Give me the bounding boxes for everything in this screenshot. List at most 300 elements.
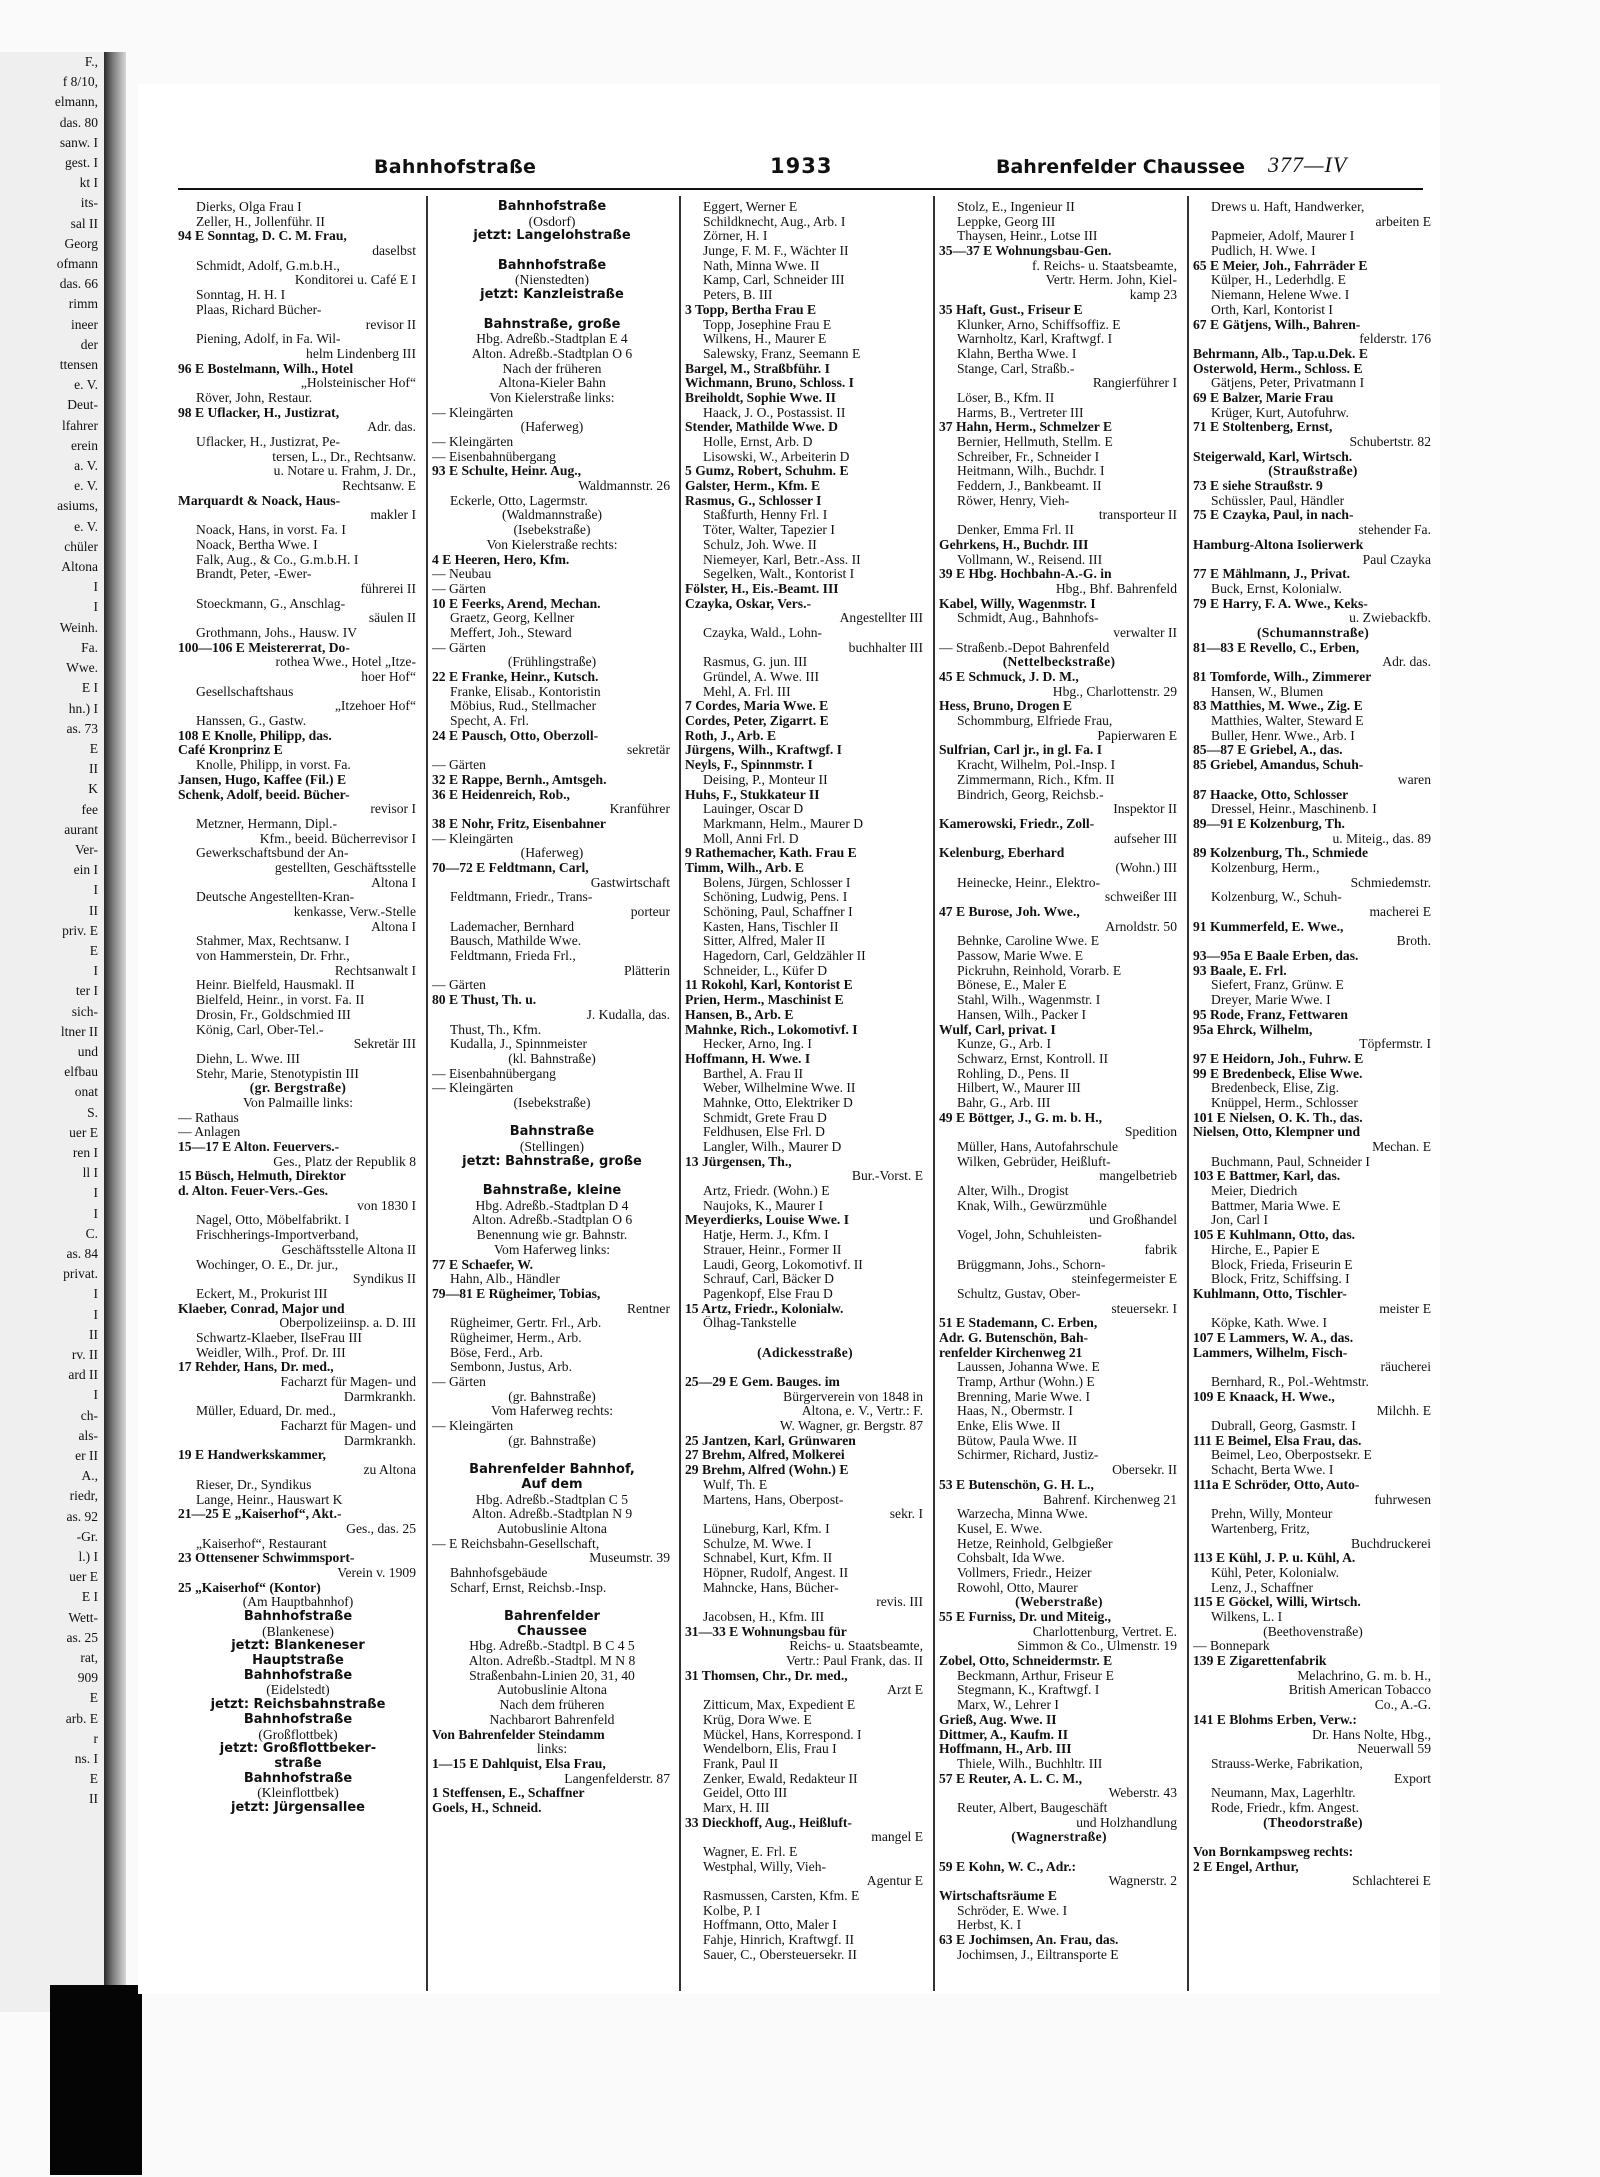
directory-entry: Uflacker, H., Justizrat, Pe-	[196, 435, 341, 449]
directory-entry: Schwarz, Ernst, Kontroll. II	[957, 1051, 1109, 1066]
directory-entry: (Am Hauptbahnhof)	[242, 1595, 354, 1610]
directory-entry	[432, 303, 672, 318]
directory-entry: 27 Brehm, Alfred, Molkerei	[685, 1448, 845, 1463]
directory-entry: Zenker, Ewald, Redakteur II	[703, 1771, 858, 1786]
directory-entry: Harms, B., Vertreter III	[957, 405, 1084, 420]
directory-entry: Rechtsanwalt I	[334, 963, 416, 978]
directory-entry: Schulz, Joh. Wwe. II	[703, 537, 817, 552]
directory-entry: porteur	[630, 905, 670, 919]
directory-entry: 75 E Czayka, Paul, in nach-	[1193, 508, 1354, 523]
directory-entry: Kelenburg, Eberhard	[939, 846, 1065, 861]
directory-entry: Pickruhn, Reinhold, Vorarb. E	[957, 963, 1122, 978]
directory-entry: Von Palmaille links:	[242, 1095, 353, 1110]
directory-entry: Goels, H., Schneid.	[432, 1800, 542, 1815]
directory-entry: „Holsteinischer Hof“	[300, 376, 416, 391]
directory-entry: Nachbarort Bahrenfeld	[489, 1712, 615, 1727]
directory-entry: Bolens, Jürgen, Schlosser I	[703, 875, 851, 890]
directory-entry: Wochinger, O. E., Dr. jur.,	[196, 1257, 339, 1272]
facing-page-line: I	[93, 963, 98, 979]
facing-page-line: Fa.	[81, 639, 98, 655]
directory-entry: 15 Büsch, Helmuth, Direktor	[178, 1169, 346, 1184]
directory-entry: Eggert, Werner E	[703, 200, 798, 214]
facing-page-line: chüler	[64, 538, 98, 554]
directory-entry: Czayka, Wald., Lohn-	[703, 625, 823, 640]
directory-entry: 109 E Knaack, H. Wwe.,	[1193, 1389, 1335, 1404]
directory-entry: und Großhandel	[1089, 1213, 1177, 1228]
directory-entry: und Holzhandlung	[1076, 1815, 1177, 1830]
page-header	[178, 148, 1423, 190]
directory-entry: (Adickesstraße)	[757, 1345, 853, 1360]
directory-entry: Nach der früheren	[502, 361, 602, 376]
directory-entry: Dierks, Olga Frau I	[196, 200, 302, 214]
directory-entry: Eckerle, Otto, Lagermstr.	[450, 493, 588, 508]
directory-entry: 57 E Reuter, A. L. C. M.,	[939, 1771, 1082, 1786]
directory-entry: Facharzt für Magen- und	[280, 1375, 416, 1389]
directory-entry: — Gärten	[432, 581, 486, 596]
directory-entry: Arnoldstr. 50	[1105, 919, 1177, 934]
directory-entry: Cohsbalt, Ida Wwe.	[957, 1551, 1065, 1566]
column-3	[685, 200, 925, 1963]
directory-entry: Bahnhofsgebäude	[450, 1565, 548, 1580]
directory-entry: 19 E Handwerkskammer,	[178, 1448, 326, 1463]
facing-page-line: riedr,	[69, 1488, 98, 1504]
directory-entry: (Isebekstraße)	[513, 1095, 591, 1110]
street-heading: Bahnstraße	[509, 1125, 595, 1140]
directory-entry: Altona I	[371, 875, 416, 890]
directory-entry: Schultz, Gustav, Ober-	[957, 1286, 1081, 1301]
directory-entry: Heitmann, Wilh., Buchdr. I	[957, 464, 1105, 479]
facing-page-line: E	[89, 1690, 98, 1706]
directory-entry	[1193, 1830, 1433, 1845]
directory-entry: aufseher III	[1113, 831, 1177, 846]
directory-entry: Lademacher, Bernhard	[450, 919, 574, 934]
directory-entry: Breiholdt, Sophie Wwe. II	[685, 390, 836, 405]
directory-entry: Knak, Wilh., Gewürzmühle	[957, 1198, 1107, 1213]
directory-entry: 49 E Böttger, J., G. m. b. H.,	[939, 1110, 1102, 1125]
facing-page-line: Wwe.	[66, 660, 98, 676]
directory-entry: Bredenbeck, Elise, Zig.	[1211, 1081, 1339, 1096]
directory-entry: mangelbetrieb	[1099, 1169, 1177, 1184]
directory-entry: Rügheimer, Herm., Arb.	[450, 1330, 582, 1345]
directory-entry: Dreyer, Marie Wwe. I	[1211, 993, 1331, 1008]
directory-entry: 100—106 E Meistererrat, Do-	[178, 640, 350, 655]
directory-entry: Schildknecht, Aug., Arb. I	[703, 214, 846, 229]
directory-entry: Stahmer, Max, Rechtsanw. I	[196, 934, 350, 949]
directory-entry: von Hammerstein, Dr. Frhr.,	[196, 949, 350, 964]
facing-page-line: e. V.	[74, 518, 98, 534]
directory-entry: Mückel, Hans, Korrespond. I	[703, 1727, 862, 1742]
directory-entry: Gastwirtschaft	[590, 875, 670, 890]
directory-entry: Oberpolizeiinsp. a. D. III	[279, 1316, 416, 1331]
directory-entry: Weberstr. 43	[1108, 1786, 1177, 1801]
directory-entry: Noack, Bertha Wwe. I	[196, 537, 318, 552]
directory-entry: Külper, H., Lederhdlg. E	[1211, 273, 1346, 288]
directory-entry: 32 E Rappe, Bernh., Amtsgeh.	[432, 772, 607, 787]
facing-page-line: r	[93, 1730, 98, 1746]
directory-entry: — E Reichsbahn-Gesellschaft,	[432, 1536, 600, 1551]
directory-entry: Prien, Herm., Maschinist E	[685, 993, 844, 1008]
street-heading: Chaussee	[517, 1624, 587, 1639]
directory-entry: 29 Brehm, Alfred (Wohn.) E	[685, 1463, 849, 1478]
directory-entry: Bargel, M., Straßbführ. I	[685, 361, 830, 376]
directory-entry: Schreiber, Fr., Schneider I	[957, 449, 1100, 464]
directory-entry: Kolbe, P. I	[703, 1903, 761, 1918]
scan-border-mark	[50, 1985, 142, 2175]
directory-entry: 89—91 E Kolzenburg, Th.	[1193, 816, 1345, 831]
directory-entry: Vertr. Herm. John, Kiel-	[1045, 273, 1177, 288]
directory-entry: Hansen, B., Arb. E	[685, 1007, 794, 1022]
directory-entry: 85—87 E Griebel, A., das.	[1193, 743, 1343, 758]
directory-entry: Kranführer	[609, 802, 670, 817]
directory-entry: — Eisenbahnübergang	[432, 1066, 556, 1081]
directory-entry: säulen II	[368, 611, 416, 626]
directory-entry: Bahrenf. Kirchenweg 21	[1043, 1492, 1177, 1507]
directory-entry: Fölster, H., Eis.-Beamt. III	[685, 581, 839, 596]
facing-page-line: ard II	[68, 1367, 98, 1383]
directory-entry: 25 „Kaiserhof“ (Kontor)	[178, 1580, 321, 1595]
directory-entry	[432, 1169, 672, 1184]
street-heading: jetzt: Kanzleistraße	[480, 288, 624, 303]
facing-page-line: Wett-	[68, 1609, 98, 1625]
directory-entry: Simmon & Co., Ulmenstr. 19	[1017, 1639, 1177, 1654]
column-4	[939, 200, 1179, 1963]
column-divider	[426, 196, 428, 1991]
directory-entry: Bernhard, R., Pol.-Wehtmstr.	[1211, 1375, 1369, 1389]
directory-entry: Hoffmann, Otto, Maler I	[703, 1918, 837, 1933]
directory-entry: räucherei	[1380, 1360, 1431, 1375]
directory-entry: Schmiedemstr.	[1350, 875, 1431, 890]
directory-entry: Agentur E	[866, 1874, 923, 1889]
directory-entry: 77 E Schaefer, W.	[432, 1257, 534, 1272]
directory-entry: Kolzenburg, Herm.,	[1211, 860, 1320, 875]
directory-entry: Klunker, Arno, Schiffsoffiz. E	[957, 317, 1121, 332]
directory-entry: Drews u. Haft, Handwerker,	[1211, 200, 1365, 214]
directory-entry: (Haferweg)	[520, 846, 584, 861]
directory-entry: Alton. Adreßb.-Stadtplan N 9	[471, 1507, 633, 1522]
directory-entry: Block, Fritz, Schiffsing. I	[1211, 1272, 1350, 1287]
facing-page-line: f 8/10,	[62, 74, 98, 90]
directory-entry: Autobuslinie Altona	[497, 1521, 607, 1536]
directory-entry: Niemeyer, Karl, Betr.-Ass. II	[703, 552, 861, 567]
directory-entry: links:	[536, 1742, 568, 1757]
directory-entry: Altona, e. V., Vertr.: F.	[801, 1404, 923, 1419]
directory-entry: 37 Hahn, Herm., Schmelzer E	[939, 420, 1113, 435]
directory-entry: Bürgerverein von 1848 in	[783, 1389, 923, 1404]
directory-entry: Beckmann, Arthur, Friseur E	[957, 1668, 1114, 1683]
directory-entry: — Anlagen	[178, 1125, 241, 1140]
facing-page-line: ttensen	[59, 357, 98, 373]
facing-page-line: kt I	[79, 175, 98, 191]
facing-page-line: privat.	[63, 1266, 98, 1282]
directory-entry: u. Miteig., das. 89	[1332, 831, 1431, 846]
facing-page-line: I	[93, 599, 98, 615]
directory-entry: Warzecha, Minna Wwe.	[957, 1507, 1088, 1522]
directory-entry: (Isebekstraße)	[513, 523, 591, 538]
directory-entry: Specht, A. Frl.	[450, 714, 529, 729]
directory-entry: Waldmannstr. 26	[578, 479, 670, 494]
street-heading: jetzt: Großflottbeker-	[219, 1742, 377, 1757]
directory-entry: Schirmer, Richard, Justiz-	[957, 1448, 1099, 1463]
directory-entry: Mahnke, Rich., Lokomotivf. I	[685, 1022, 858, 1037]
facing-page-line: gest. I	[65, 155, 98, 171]
directory-entry: Schöning, Paul, Schaffner I	[703, 905, 853, 919]
directory-entry: Frank, Paul II	[703, 1756, 779, 1771]
directory-entry: Rowohl, Otto, Maurer	[957, 1580, 1078, 1595]
directory-entry: Piening, Adolf, in Fa. Wil-	[196, 332, 341, 347]
directory-entry: 69 E Balzer, Marie Frau	[1193, 390, 1334, 405]
directory-entry: Martens, Hans, Oberpost-	[703, 1492, 844, 1507]
directory-entry: Altona I	[371, 919, 416, 934]
facing-page-line: E I	[81, 1589, 98, 1605]
header-right-street: Bahrenfelder Chaussee	[996, 156, 1245, 178]
directory-entry: Langler, Wilh., Maurer D	[703, 1140, 842, 1154]
directory-entry: Rieser, Dr., Syndikus	[196, 1477, 312, 1492]
facing-page-line: das. 80	[59, 114, 98, 130]
directory-entry: 93—95a E Baale Erben, das.	[1193, 949, 1359, 964]
facing-page-line: priv. E	[62, 922, 98, 938]
directory-entry: 87 Haacke, Otto, Schlosser	[1193, 787, 1349, 802]
directory-entry: Noack, Hans, in vorst. Fa. I	[196, 523, 346, 538]
facing-page-line: E	[89, 740, 98, 756]
facing-page-line: II	[89, 761, 98, 777]
directory-entry: 13 Jürgensen, Th.,	[685, 1154, 792, 1169]
directory-entry: 89 Kolzenburg, Th., Schmiede	[1193, 846, 1368, 861]
facing-page-line: sal II	[70, 215, 98, 231]
directory-entry: Sekretär III	[353, 1037, 416, 1052]
street-heading: Bahrenfelder Bahnhof,	[469, 1463, 635, 1478]
directory-entry: Haack, J. O., Postassist. II	[703, 405, 846, 420]
directory-entry: Wagnerstr. 2	[1108, 1874, 1177, 1889]
facing-page-line: I	[93, 579, 98, 595]
directory-entry: 103 E Battmer, Karl, das.	[1193, 1169, 1341, 1184]
directory-entry: steuersekr. I	[1111, 1301, 1177, 1316]
column-1	[178, 200, 418, 1816]
directory-entry: 25—29 E Gem. Bauges. im	[685, 1375, 840, 1389]
directory-entry: — Gärten	[432, 758, 486, 773]
directory-entry: Heinr. Bielfeld, Hausmakl. II	[196, 978, 355, 993]
street-heading: Bahnhofstraße	[497, 258, 607, 273]
directory-entry: Kudalla, J., Spinnmeister	[450, 1037, 588, 1052]
directory-entry: Museumstr. 39	[589, 1551, 670, 1566]
directory-entry: 9 Rathemacher, Kath. Frau E	[685, 846, 857, 861]
facing-page-line: Georg	[64, 235, 98, 251]
facing-page-line: e. V.	[74, 478, 98, 494]
directory-entry: verwalter II	[1113, 625, 1177, 640]
directory-entry: Rechtsanw. E	[342, 479, 416, 494]
directory-entry: Vogel, John, Schuhleisten-	[957, 1228, 1102, 1243]
directory-entry: Zimmermann, Rich., Kfm. II	[957, 772, 1115, 787]
directory-entry: Junge, F. M. F., Wächter II	[703, 244, 849, 259]
directory-entry: — Gärten	[432, 978, 486, 993]
directory-entry: 17 Rehder, Hans, Dr. med.,	[178, 1360, 334, 1375]
facing-page-line: der	[80, 336, 98, 352]
directory-entry: Stange, Carl, Straßb.-	[957, 361, 1075, 376]
directory-entry: revisor II	[365, 317, 416, 332]
directory-entry: Bernier, Hellmuth, Stellm. E	[957, 435, 1113, 449]
facing-page-line: ns. I	[74, 1751, 98, 1767]
street-heading: jetzt: Jürgensallee	[231, 1800, 365, 1815]
directory-entry: (gr. Bergstraße)	[249, 1081, 347, 1096]
directory-entry: Gewerkschaftsbund der An-	[196, 846, 349, 861]
directory-entry	[685, 1331, 925, 1346]
directory-entry: Adr. G. Butenschön, Bah-	[939, 1330, 1089, 1345]
directory-entry: Nath, Minna Wwe. II	[703, 258, 820, 273]
directory-entry: Timm, Wilh., Arb. E	[685, 860, 804, 875]
directory-entry: mangel E	[871, 1830, 923, 1845]
street-heading: jetzt: Langelohstraße	[473, 229, 631, 244]
directory-entry: Laussen, Johanna Wwe. E	[957, 1360, 1100, 1375]
directory-entry: Höpner, Rudolf, Angest. II	[703, 1565, 849, 1580]
page-number: 377—IV	[1268, 152, 1348, 177]
directory-entry: Weber, Wilhelmine Wwe. II	[703, 1081, 856, 1096]
directory-entry: Zobel, Otto, Schneidermstr. E	[939, 1654, 1113, 1669]
directory-entry: Krüger, Kurt, Autofuhrw.	[1211, 405, 1349, 420]
facing-page-line: und	[77, 1043, 98, 1059]
directory-entry: 111a E Schröder, Otto, Auto-	[1193, 1477, 1360, 1492]
directory-entry: Kamerowski, Friedr., Zoll-	[939, 816, 1095, 831]
facing-page-line: as. 92	[66, 1508, 98, 1524]
directory-entry: führerei II	[360, 581, 416, 596]
directory-entry: Hbg., Bhf. Bahrenfeld	[1055, 581, 1177, 596]
directory-entry: Segelken, Walt., Kontorist I	[703, 567, 855, 582]
street-heading: Bahnhofstraße	[243, 1668, 353, 1683]
directory-entry: 24 E Pausch, Otto, Oberzoll-	[432, 728, 599, 743]
directory-entry: 1 Steffensen, E., Schaffner	[432, 1786, 585, 1801]
directory-entry: Marx, W., Lehrer I	[957, 1698, 1059, 1713]
directory-entry: Kracht, Wilhelm, Pol.-Insp. I	[957, 758, 1116, 773]
directory-entry: f. Reichs- u. Staatsbeamte,	[1032, 258, 1177, 273]
street-heading: Bahnhofstraße	[243, 1771, 353, 1786]
directory-entry: schweißer III	[1104, 890, 1177, 905]
directory-entry: 105 E Kuhlmann, Otto, das.	[1193, 1228, 1356, 1243]
directory-entry: Von Bahrenfelder Steindamm	[432, 1727, 605, 1742]
facing-page-line: elfbau	[64, 1064, 98, 1080]
directory-entry: sekr. I	[889, 1507, 923, 1522]
directory-entry: — Kleingärten	[432, 1419, 514, 1434]
directory-entry: Lange, Heinr., Hauswart K	[196, 1492, 343, 1507]
directory-entry	[432, 244, 672, 259]
directory-entry: Milchh. E	[1376, 1404, 1431, 1419]
facing-page-line: E	[89, 1771, 98, 1787]
facing-page-line: rat,	[80, 1650, 98, 1666]
directory-entry: Behnke, Caroline Wwe. E	[957, 934, 1100, 949]
directory-entry: Darmkrankh.	[343, 1389, 416, 1404]
facing-page-line: l.) I	[78, 1549, 98, 1565]
directory-entry: 73 E siehe Straußstr. 9	[1193, 479, 1323, 494]
directory-entry: „Itzehoer Hof“	[334, 699, 416, 714]
directory-entry: macherei E	[1369, 905, 1431, 919]
directory-entry: 108 E Knolle, Philipp, das.	[178, 728, 332, 743]
directory-entry: Haas, N., Obermstr. I	[957, 1404, 1073, 1419]
directory-entry: daselbst	[372, 244, 416, 259]
directory-entry: (Wagnerstraße)	[1011, 1830, 1107, 1845]
facing-page-line: rimm	[68, 296, 98, 312]
directory-entry: Wagner, E. Frl. E	[703, 1845, 798, 1859]
directory-entry: Lammers, Wilhelm, Fisch-	[1193, 1345, 1348, 1360]
directory-entry: Vom Haferweg links:	[493, 1242, 611, 1257]
directory-entry: — Rathaus	[178, 1110, 239, 1125]
facing-page-line: its-	[80, 195, 98, 211]
directory-entry: (Stellingen)	[519, 1140, 585, 1154]
directory-entry: Autobuslinie Altona	[497, 1683, 607, 1698]
directory-entry: meister E	[1379, 1301, 1431, 1316]
facing-page-line: ll I	[82, 1165, 98, 1181]
facing-page-line: S.	[87, 1104, 98, 1120]
directory-entry: Ges., das. 25	[346, 1521, 416, 1536]
directory-entry: Lisowski, W., Arbeiterin D	[703, 449, 850, 464]
directory-entry: 59 E Kohn, W. C., Adr.:	[939, 1859, 1076, 1874]
directory-entry: Enke, Elis Wwe. II	[957, 1419, 1061, 1434]
directory-entry: Wilkens, L. I	[1211, 1610, 1283, 1624]
directory-entry: Brüggmann, Johs., Schorn-	[957, 1257, 1106, 1272]
directory-entry: 141 E Blohms Erben, Verw.:	[1193, 1712, 1357, 1727]
directory-entry: Wartenberg, Fritz,	[1211, 1521, 1310, 1536]
directory-entry: 98 E Uflacker, H., Justizrat,	[178, 405, 340, 420]
directory-entry: Tramp, Arthur (Wohn.) E	[957, 1375, 1095, 1389]
directory-entry: 95a Ehrck, Wilhelm,	[1193, 1022, 1313, 1037]
directory-entry: Papmeier, Adolf, Maurer I	[1211, 229, 1355, 244]
directory-entry	[432, 1448, 672, 1463]
directory-entry: Sulfrian, Carl jr., in gl. Fa. I	[939, 743, 1103, 758]
directory-entry: (Eidelstedt)	[266, 1683, 330, 1698]
directory-entry: Alton. Adreßb.-Stadtplan O 6	[471, 1213, 633, 1228]
directory-entry: Hahn, Alb., Händler	[450, 1272, 560, 1287]
directory-entry: Buck, Ernst, Kolonialw.	[1211, 581, 1342, 596]
directory-entry: 21—25 E „Kaiserhof“, Akt.-	[178, 1507, 342, 1522]
directory-entry: 15 Artz, Friedr., Kolonialw.	[685, 1301, 844, 1316]
directory-entry: 79 E Harry, F. A. Wwe., Keks-	[1193, 596, 1368, 611]
directory-entry: Hansen, W., Blumen	[1211, 684, 1324, 699]
directory-entry: Deising, P., Monteur II	[703, 772, 828, 787]
directory-entry: Vertr.: Paul Frank, das. II	[785, 1654, 923, 1669]
street-heading: Hauptstraße	[252, 1654, 344, 1669]
directory-entry: Schnabel, Kurt, Kfm. II	[703, 1551, 833, 1566]
directory-entry: Schöning, Ludwig, Pens. I	[703, 890, 848, 905]
directory-entry: Kuhlmann, Otto, Tischler-	[1193, 1286, 1347, 1301]
directory-entry: Mechan. E	[1372, 1140, 1431, 1154]
directory-entry: 107 E Lammers, W. A., das.	[1193, 1330, 1354, 1345]
directory-entry: Schrauf, Carl, Bäcker D	[703, 1272, 834, 1287]
directory-entry: Vollmann, W., Reisend. III	[957, 552, 1103, 567]
directory-entry: Jochimsen, J., Eiltransporte E	[957, 1947, 1119, 1962]
directory-entry: (Kleinflottbek)	[257, 1786, 339, 1801]
directory-entry: Wulf, Carl, privat. I	[939, 1022, 1056, 1037]
directory-entry: Adr. das.	[367, 420, 416, 435]
directory-entry: Matthies, Walter, Steward E	[1211, 714, 1364, 729]
directory-entry: fuhrwesen	[1374, 1492, 1431, 1507]
directory-entry: Lauinger, Oscar D	[703, 802, 804, 817]
directory-entry: Dittmer, A., Kaufm. II	[939, 1727, 1069, 1742]
directory-entry: Von Bornkampsweg rechts:	[1193, 1845, 1354, 1859]
facing-page-line: sanw. I	[59, 134, 98, 150]
directory-entry: 1—15 E Dahlquist, Elsa Frau,	[432, 1756, 606, 1771]
directory-entry: 25 Jantzen, Karl, Grünwaren	[685, 1433, 856, 1448]
directory-entry: 7 Cordes, Maria Wwe. E	[685, 699, 829, 714]
directory-entry: 3 Topp, Bertha Frau E	[685, 302, 817, 317]
directory-entry: kamp 23	[1129, 288, 1177, 303]
facing-page-line: K	[88, 781, 98, 797]
directory-entry: Meyerdierks, Louise Wwe. I	[685, 1213, 849, 1228]
directory-entry: Moll, Anni Frl. D	[703, 831, 799, 846]
directory-entry: Bindrich, Georg, Reichsb.-	[957, 787, 1104, 802]
facing-page-line: er II	[75, 1448, 98, 1464]
directory-entry: 94 E Sonntag, D. C. M. Frau,	[178, 229, 347, 244]
directory-entry: Wilken, Gebrüder, Heißluft-	[957, 1154, 1111, 1169]
directory-entry: Block, Frieda, Friseurin E	[1211, 1257, 1353, 1272]
directory-entry: Neumann, Max, Lagerhltr.	[1211, 1786, 1356, 1801]
directory-entry: — Gärten	[432, 1375, 486, 1389]
directory-entry	[939, 1845, 1179, 1860]
